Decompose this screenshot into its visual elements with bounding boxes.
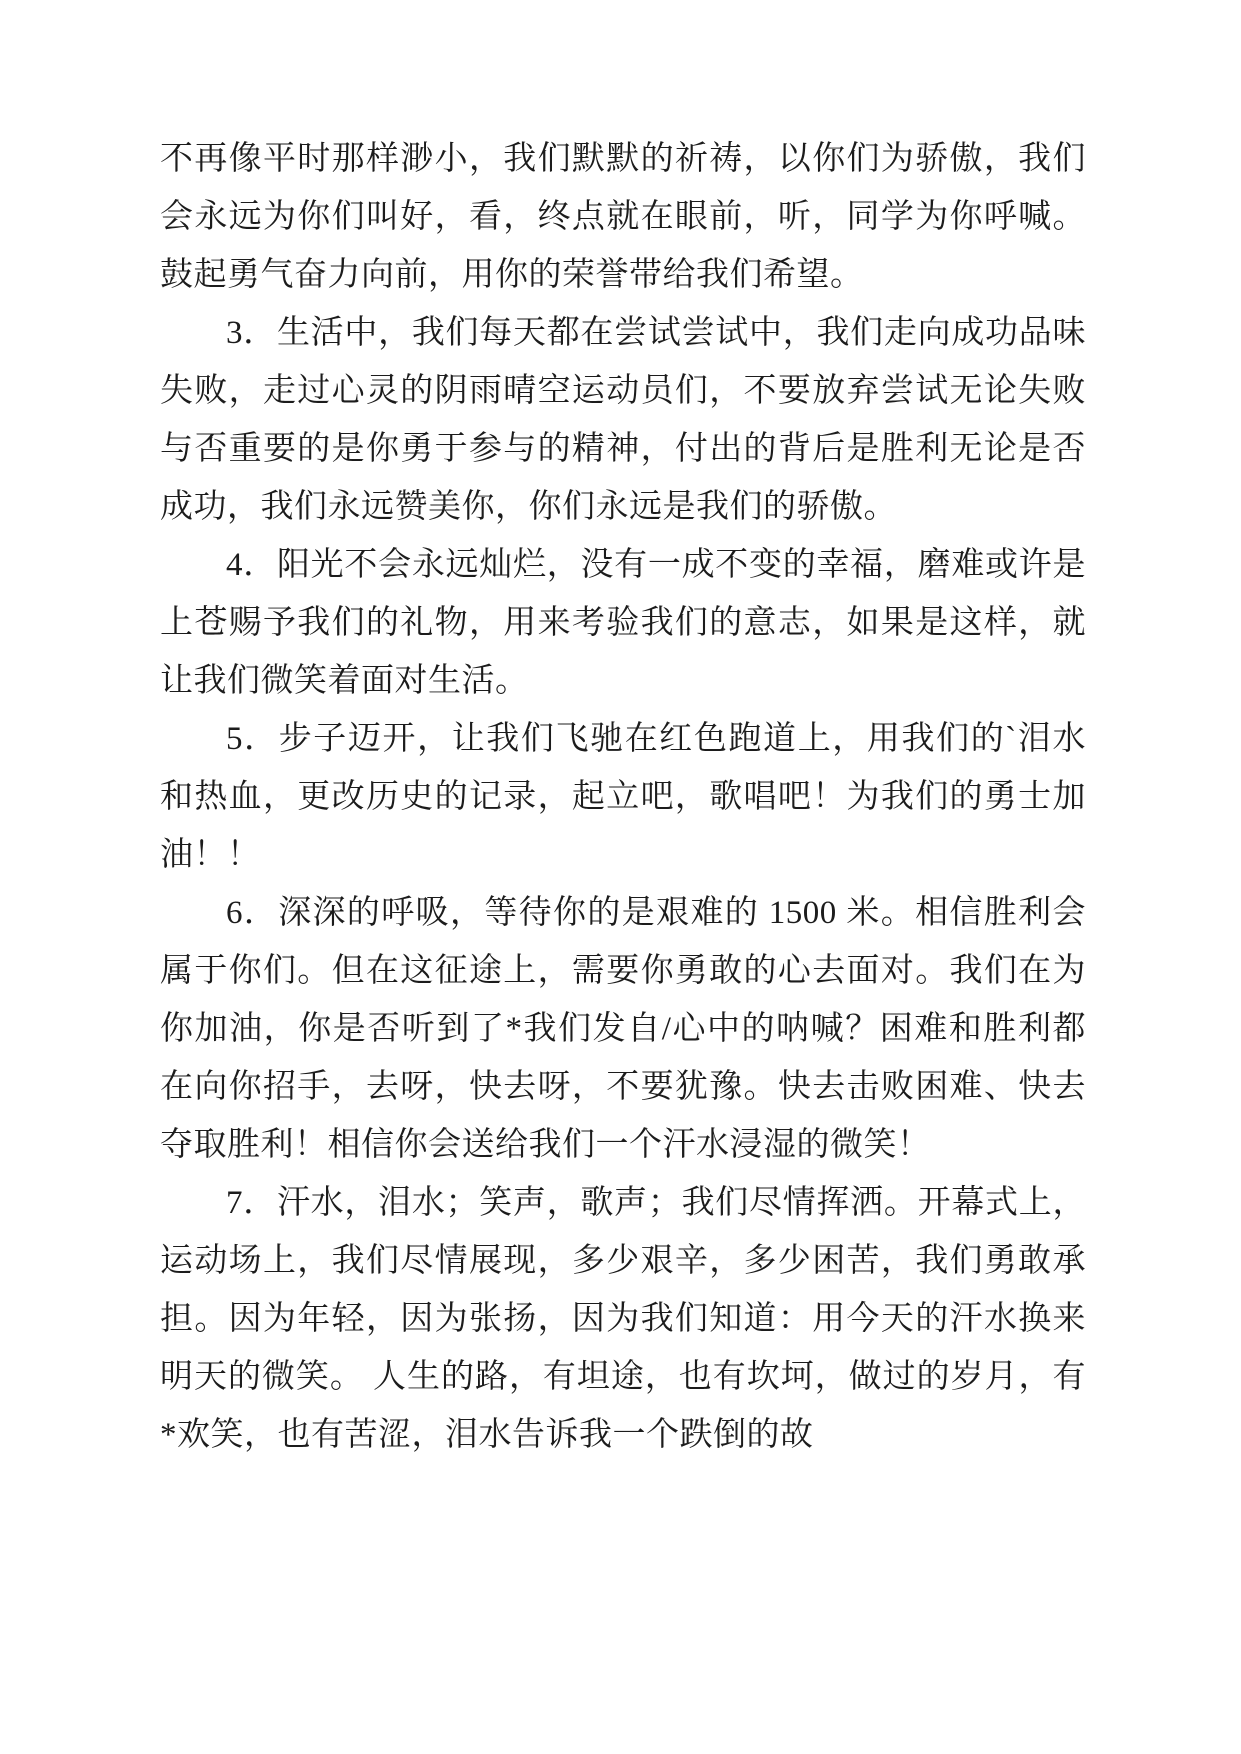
paragraph-item-6: 6．深深的呼吸，等待你的是艰难的 1500 米。相信胜利会属于你们。但在这征途上，需要你勇敢的心去面对。我们在为你加油，你是否听到了*我们发自/心中的呐喊？困难和胜利都在向你招手，去呀，快去呀，不要犹豫。快去击败困难、快去夺取胜利！相信你会送给我们一个汗水浸湿的微笑！	[160, 895, 1086, 1163]
paragraph-item-7: 7．汗水，泪水；笑声，歌声；我们尽情挥洒。开幕式上，运动场上，我们尽情展现，多少艰辛，多少困苦，我们勇敢承担。因为年轻，因为张扬，因为我们知道：用今天的汗水换来明天的微笑。 人生的路，有坦途，也有坎坷，做过的岁月，有*欢笑，也有苦涩，泪水告诉我一个跌倒的故	[160, 1185, 1086, 1453]
paragraph-item-5: 5．步子迈开，让我们飞驰在红色跑道上，用我们的`泪水和热血，更改历史的记录，起立吧，歌唱吧！为我们的勇士加油！！	[160, 721, 1086, 873]
paragraph-item-4: 4．阳光不会永远灿烂，没有一成不变的幸福，磨难或许是上苍赐予我们的礼物，用来考验我们的意志，如果是这样，就让我们微笑着面对生活。	[160, 547, 1086, 699]
paragraph-continuation: 不再像平时那样渺小，我们默默的祈祷，以你们为骄傲，我们会永远为你们叫好，看，终点就在眼前，听，同学为你呼喊。鼓起勇气奋力向前，用你的荣誉带给我们希望。	[160, 141, 1086, 293]
paragraph-item-3: 3．生活中，我们每天都在尝试尝试中，我们走向成功品味失败，走过心灵的阴雨晴空运动员们，不要放弃尝试无论失败与否重要的是你勇于参与的精神，付出的背后是胜利无论是否成功，我们永远赞美你，你们永远是我们的骄傲。	[160, 315, 1086, 525]
document-body	[160, 130, 1086, 1464]
